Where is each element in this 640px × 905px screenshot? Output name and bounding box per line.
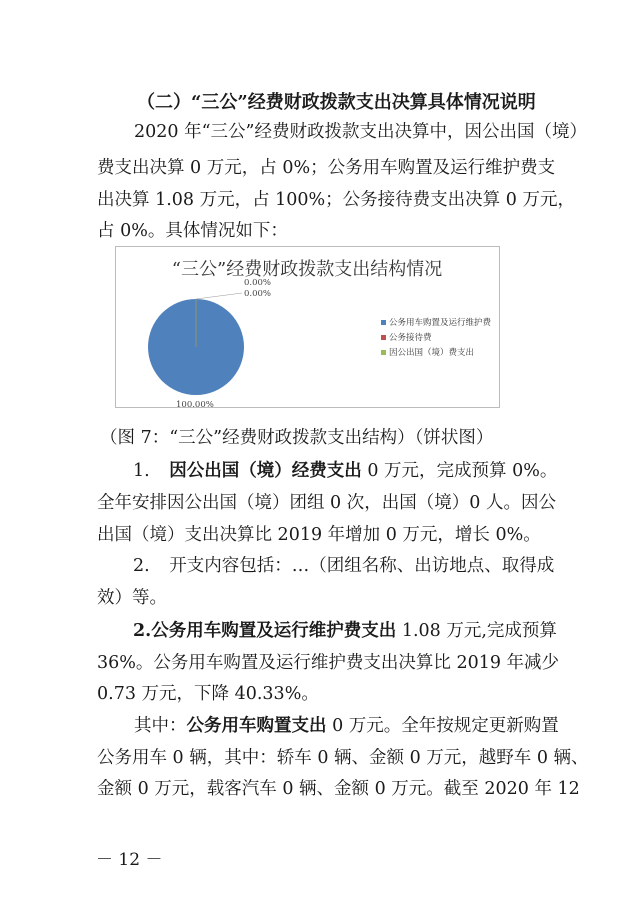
pie-data-label-3: 0.00% (244, 278, 272, 288)
figure-caption: （图 7：“三公”经费财政拨款支出结构）（饼状图） (100, 428, 494, 448)
item2-line1: 开支内容包括：…（团组名称、出访地点、取得成 (169, 556, 555, 576)
intro-line-2: 费支出决算 0 万元，占 0%；公务用车购置及运行维护费支 (97, 158, 556, 178)
pie-data-label-2: 0.00% (244, 289, 272, 299)
item3-line-2: 36%。公务用车购置及运行维护费支出决算比 2019 年减少 (97, 653, 560, 673)
intro-line-4: 占 0%。具体情况如下： (97, 221, 288, 241)
item2-number: 2. (133, 556, 150, 576)
item4-prefix: 其中： (134, 716, 187, 736)
item3-bold-title: 2.公务用车购置及运行维护费支出 (133, 621, 397, 641)
item1-rest: 0 万元，完成预算 0%。 (361, 461, 558, 481)
chart-title: “三公”经费财政拨款支出结构情况 (171, 259, 443, 280)
label-leader-line (196, 293, 242, 299)
item3-rest: 1.08 万元,完成预算 (396, 621, 557, 641)
item4-line-2: 公务用车 0 辆，其中：轿车 0 辆、金额 0 万元，越野车 0 辆、 (97, 748, 589, 768)
legend-label-2: 公务接待费 (389, 333, 432, 343)
legend-swatch-1 (381, 320, 386, 325)
legend-label-3: 因公出国（境）费支出 (389, 348, 475, 358)
legend-swatch-2 (381, 335, 386, 340)
item1-first-line (133, 461, 557, 481)
item4-line-3: 金额 0 万元，载客汽车 0 辆、金额 0 万元。截至 2020 年 12 (97, 779, 580, 799)
item1-line-2: 全年安排因公出国（境）团组 0 次，出国（境）0 人。因公 (97, 493, 556, 513)
legend-label-1: 公务用车购置及运行维护费 (389, 318, 492, 328)
item2-first-line (133, 556, 554, 576)
item4-bold-title: 公务用车购置支出 (186, 716, 327, 736)
item3-first-line (133, 621, 557, 641)
legend-swatch-3 (381, 350, 386, 355)
item2-line-2: 效）等。 (97, 588, 167, 608)
intro-line-1: 2020 年“三公”经费财政拨款支出决算中，因公出国（境） (134, 122, 587, 142)
pie-chart (116, 247, 499, 407)
item1-line-3: 出国（境）支出决算比 2019 年增加 0 万元，增长 0%。 (97, 525, 541, 545)
pie-data-label-1: 100.00% (176, 400, 214, 407)
pie-chart-frame (115, 246, 500, 408)
section-heading: （二）“三公”经费财政拨款支出决算具体情况说明 (137, 92, 536, 113)
item3-line-3: 0.73 万元，下降 40.33%。 (97, 684, 319, 704)
page-number: － 12 － (96, 850, 163, 870)
intro-line-3: 出决算 1.08 万元，占 100%；公务接待费支出决算 0 万元， (97, 190, 575, 210)
item4-first-line (134, 716, 559, 736)
item1-number: 1. (133, 461, 150, 481)
item1-bold-title: 因公出国（境）经费支出 (169, 461, 362, 481)
item4-rest: 0 万元。全年按规定更新购置 (326, 716, 559, 736)
